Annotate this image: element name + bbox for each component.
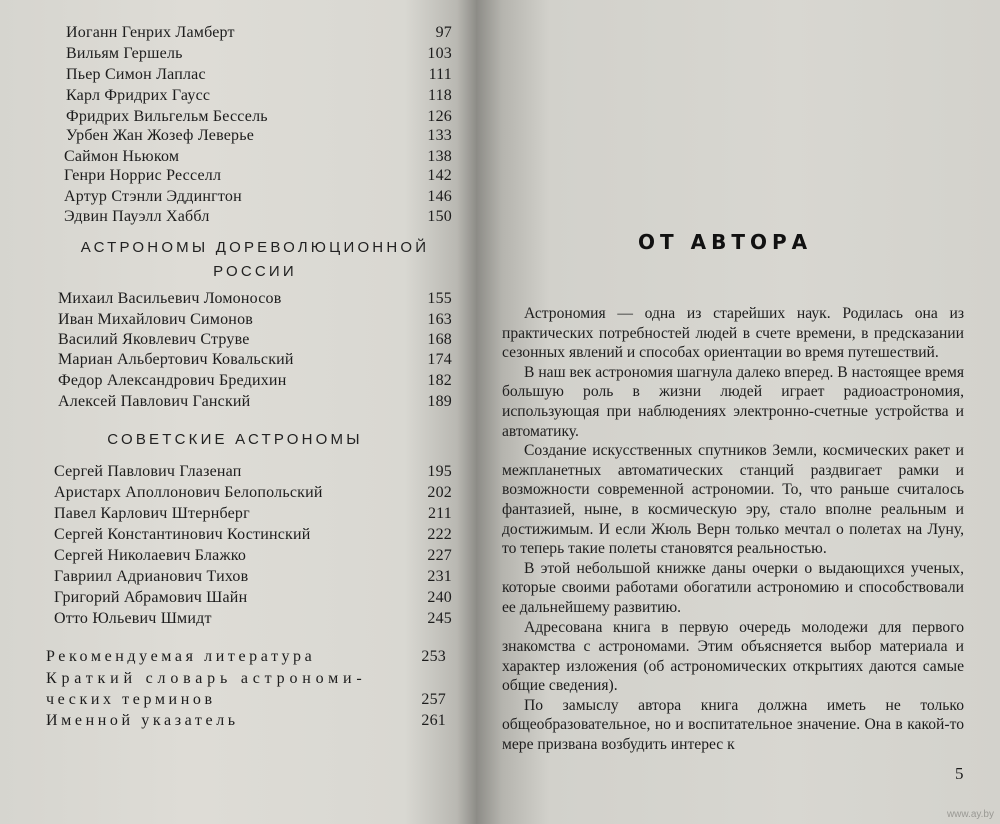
toc-entry-page: 211 <box>427 505 452 522</box>
toc-entry <box>66 22 452 44</box>
toc-entry <box>66 125 452 147</box>
toc-entry-name: ческих терминов <box>46 691 216 708</box>
toc-entry-name: Василий Яковлевич Струве <box>58 331 250 348</box>
section-heading-line: АСТРОНОМЫ ДОРЕВОЛЮЦИОННОЙ <box>80 239 430 256</box>
toc-entry <box>58 288 452 310</box>
toc-entry-page: 155 <box>427 290 452 307</box>
toc-entry-name: Краткий словарь астрономи- <box>46 670 367 687</box>
toc-entry-page: 163 <box>427 311 452 328</box>
toc-entry-page: 111 <box>428 66 452 83</box>
toc-entry-name: Гавриил Адрианович Тихов <box>54 568 249 585</box>
toc-entry-name: Отто Юльевич Шмидт <box>54 610 212 627</box>
paragraph: Создание искусственных спутников Земли, космических ракет и межпланетных автоматических станций раздвигает рамки и возможности современной астрономии. То, что раньше считалось фантазией, ныне, в космическую эру, стало вполне реальным и достижимым. И если Жюль Верн только мечтал о полетах на Луну, то теперь такие полеты становятся реальностью. <box>502 442 964 558</box>
toc-entry-name: Сергей Павлович Глазенап <box>54 463 242 480</box>
toc-entry-name: Именной указатель <box>46 712 239 729</box>
section-heading-prerevolutionary <box>40 236 470 284</box>
toc-entry <box>66 43 452 65</box>
toc-entry-name: Григорий Абрамович Шайн <box>54 589 248 606</box>
toc-entry-page: 150 <box>427 208 452 225</box>
toc-entry-glossary <box>46 668 446 690</box>
toc-entry <box>66 85 452 107</box>
toc-entry-name: Сергей Николаевич Блажко <box>54 547 247 564</box>
paragraph: По замыслу автора книга должна иметь не только общеобразовательное, но и воспитательное значение. Она в какой-то мере призвана возбудить интерес к <box>502 696 964 754</box>
toc-entry-page: 174 <box>427 351 452 368</box>
toc-entry-name: Вильям Гершель <box>66 45 183 62</box>
page-number: 5 <box>955 764 964 783</box>
toc-entry-name: Павел Карлович Штернберг <box>54 505 250 522</box>
toc-entry <box>66 64 452 86</box>
toc-entry-name: Рекомендуемая литература <box>46 648 316 665</box>
toc-entry <box>54 566 452 588</box>
toc-entry <box>58 329 452 351</box>
toc-entry <box>64 206 452 228</box>
toc-entry-page: 195 <box>427 463 452 480</box>
paragraph: Астрономия — одна из старейших наук. Родилась она из практических потребностей людей в счете времени, в предсказании сезонных явлений и способах ориентации во время путешествий. <box>502 305 964 362</box>
paragraph: Адресована книга в первую очередь молодежи для первого знакомства с астрономами. Этим объясняется выбор материала и характер изложения (об астрономических открытиях даются самые общие сведения). <box>502 618 964 695</box>
toc-entry-page: 103 <box>427 45 452 62</box>
toc-entry-page: 227 <box>427 547 452 564</box>
toc-entry-page: 126 <box>427 108 452 125</box>
toc-entry-name: Генри Норрис Ресселл <box>64 167 222 184</box>
table-of-contents <box>0 0 476 824</box>
toc-entry <box>54 587 452 609</box>
toc-entry <box>58 370 452 392</box>
toc-entry-page: 222 <box>427 526 452 543</box>
toc-entry <box>54 524 452 546</box>
toc-entry-literature <box>46 646 446 668</box>
toc-entry-name: Алексей Павлович Ганский <box>58 393 251 410</box>
toc-entry-name: Мариан Альбертович Ковальский <box>58 351 294 368</box>
toc-entry-name: Иоганн Генрих Ламберт <box>66 24 235 41</box>
toc-entry-page: 146 <box>427 188 452 205</box>
toc-entry-name: Сергей Константинович Костинский <box>54 526 311 543</box>
toc-entry-page: 261 <box>421 712 446 729</box>
toc-entry-page: 240 <box>427 589 452 606</box>
paragraph: В наш век астрономия шагнула далеко вперед. В настоящее время большую роль в жизни людей играет радиоастрономия, использующая при наблюдениях электронно-счетные устройства и автоматику. <box>502 363 964 440</box>
toc-entry-page: 189 <box>427 393 452 410</box>
body-text <box>502 304 964 755</box>
left-page <box>0 0 476 824</box>
toc-entry-page: 245 <box>427 610 452 627</box>
toc-entry-page: 257 <box>421 691 446 708</box>
toc-entry-page: 168 <box>427 331 452 348</box>
toc-entry-name: Пьер Симон Лаплас <box>66 66 206 83</box>
toc-entry-name: Михаил Васильевич Ломоносов <box>58 290 282 307</box>
toc-entry <box>54 482 452 504</box>
toc-entry-name: Аристарх Аполлонович Белопольский <box>54 484 323 501</box>
toc-entry-name: Фридрих Вильгельм Бессель <box>66 108 268 125</box>
toc-entry-page: 202 <box>427 484 452 501</box>
toc-entry <box>58 391 452 413</box>
toc-entry <box>64 186 452 208</box>
toc-entry-name: Артур Стэнли Эддингтон <box>64 188 242 205</box>
toc-entry-page: 97 <box>435 24 452 41</box>
toc-entry-index <box>46 710 446 732</box>
toc-entry <box>58 309 452 331</box>
toc-entry-name: Саймон Ньюком <box>64 148 180 165</box>
toc-entry-page: 182 <box>427 372 452 389</box>
toc-entry-page: 133 <box>427 127 452 144</box>
toc-entry <box>58 349 452 371</box>
toc-entry-glossary <box>46 689 446 711</box>
toc-entry-name: Федор Александрович Бредихин <box>58 372 287 389</box>
toc-entry-name: Эдвин Пауэлл Хаббл <box>64 208 210 225</box>
page-title: ОТ АВТОРА <box>638 230 813 254</box>
toc-entry <box>54 461 452 483</box>
section-heading-soviet: СОВЕТСКИЕ АСТРОНОМЫ <box>107 431 363 448</box>
toc-entry-name: Иван Михайлович Симонов <box>58 311 254 328</box>
toc-entry-name: Урбен Жан Жозеф Леверье <box>66 127 255 144</box>
toc-entry <box>54 503 452 525</box>
toc-entry <box>54 608 452 630</box>
toc-entry-page: 231 <box>427 568 452 585</box>
toc-entry-page: 118 <box>427 87 452 104</box>
toc-entry <box>54 545 452 567</box>
toc-entry-page: 142 <box>427 167 452 184</box>
toc-entry-page: 138 <box>427 148 452 165</box>
toc-entry <box>64 165 452 187</box>
toc-entry-page: 253 <box>421 648 446 665</box>
section-heading-line: РОССИИ <box>213 263 297 280</box>
paragraph: В этой небольшой книжке даны очерки о выдающихся ученых, которые своими работами обогатили астрономию и способствовали ее дальнейшему развитию. <box>502 559 964 616</box>
toc-entry-name: Карл Фридрих Гаусс <box>66 87 211 104</box>
watermark: www.ay.by <box>946 809 994 820</box>
